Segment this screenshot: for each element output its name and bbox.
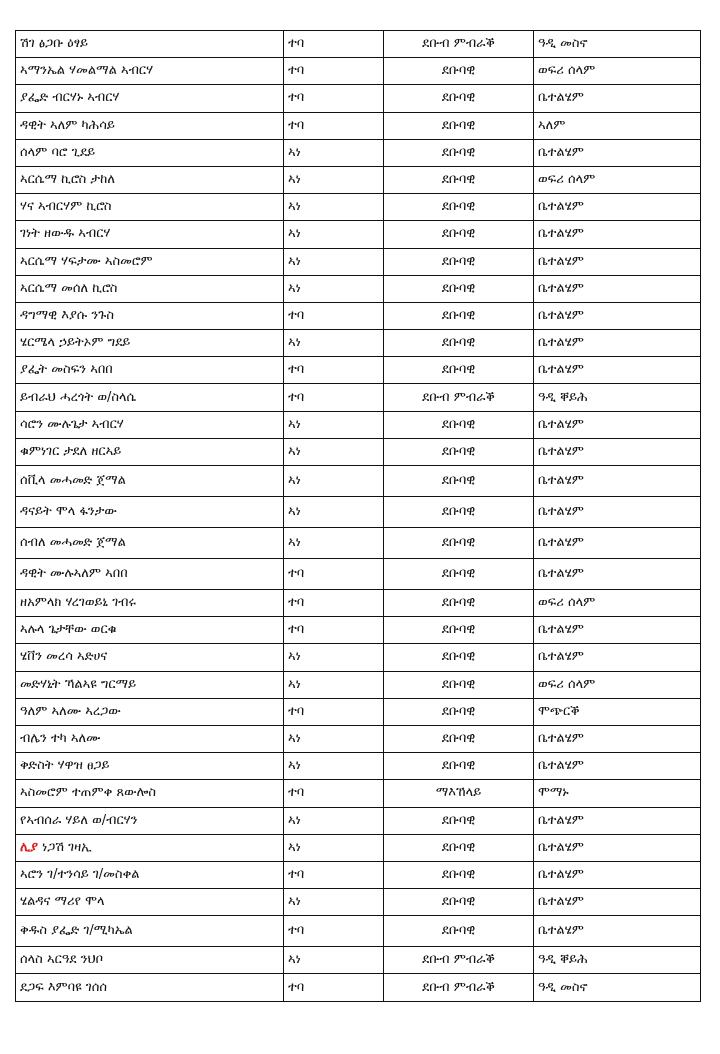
gender-cell: ተባ [284,590,384,617]
woreda-cell: ወፍሪ ሰላም [534,671,701,698]
name-cell [16,248,284,275]
table-row [16,974,701,1001]
gender-cell: ተባ [284,357,384,384]
name-cell [16,834,284,861]
student-list-sheet [15,30,700,1002]
zone-cell: ደቡባዊ [384,275,534,302]
zone-cell: ደቡባዊ [384,438,534,465]
name-text: ነጋሽ ገዛኢ [42,839,92,855]
name-cell [16,559,284,590]
highlighted-name-prefix: ሊያ [20,839,38,855]
name-text: ሄልዳና ማሪየ ሞላ [20,894,105,910]
name-cell [16,889,284,916]
zone-cell: ደቡባዊ [384,617,534,644]
table-row [16,302,701,329]
table-row [16,221,701,248]
woreda-cell: ዓዲ መስኖ [534,974,701,1001]
name-text: ሽገ ፅጋቡ ዕፃይ [20,36,89,52]
table-row [16,753,701,780]
table-row [16,698,701,725]
gender-cell: ኣነ [284,725,384,752]
woreda-cell: ቤተልሄም [534,466,701,497]
gender-cell: ተባ [284,85,384,112]
woreda-cell: ኣለም [534,112,701,139]
woreda-cell: ሞማኑ [534,780,701,807]
zone-cell: ደቡባዊ [384,139,534,166]
name-text: ኣሉላ ጌታቸው ወርቁ [20,622,117,638]
woreda-cell: ዓዲ መስኖ [534,31,701,58]
gender-cell: ኣነ [284,248,384,275]
gender-cell: ኣነ [284,330,384,357]
zone-cell: ደቡባዊ [384,753,534,780]
gender-cell: ኣነ [284,194,384,221]
name-text: ዳግማዊ እያሱ ንጉስ [20,307,114,323]
woreda-cell: ቤተልሄም [534,617,701,644]
woreda-cell: ወፍሪ ሰላም [534,58,701,85]
woreda-cell: ወፍሪ ሰላም [534,590,701,617]
name-text: ይብራህ ሓረጎት ወ/ስላሴ [20,389,137,405]
zone-cell: ደቡባዊ [384,497,534,528]
zone-cell: ደቡባዊ [384,807,534,834]
name-text: ኣርሴማ ሃፍታሙ ኣስመሮም [20,253,153,269]
name-cell [16,497,284,528]
zone-cell: ደቡባዊ [384,221,534,248]
woreda-cell: ሞጭርቕ [534,698,701,725]
zone-cell: ደቡብ ምብራቕ [384,31,534,58]
name-cell [16,590,284,617]
name-cell [16,275,284,302]
name-text: ቅድስት ሃዋዝ ፀጋይ [20,758,110,774]
gender-cell: ኣነ [284,275,384,302]
table-row [16,58,701,85]
name-text: ሰላስ ኣርዓደ ንህቦ [20,952,104,968]
woreda-cell: ቤተልሄም [534,330,701,357]
table-row [16,497,701,528]
woreda-cell: ቤተልሄም [534,889,701,916]
woreda-cell: ቤተልሄም [534,497,701,528]
gender-cell: ተባ [284,112,384,139]
woreda-cell: ቤተልሄም [534,834,701,861]
table-row [16,780,701,807]
gender-cell: ኣነ [284,947,384,974]
name-cell [16,438,284,465]
gender-cell: ተባ [284,698,384,725]
table-row [16,947,701,974]
name-cell [16,112,284,139]
table-row [16,617,701,644]
gender-cell: ኣነ [284,139,384,166]
name-text: ኣርሴማ መሰለ ኪሮስ [20,280,118,296]
table-row [16,590,701,617]
woreda-cell: ቤተልሄም [534,644,701,671]
woreda-cell: ወፍሪ ሰላም [534,166,701,193]
zone-cell: ደቡብ ምብራቕ [384,384,534,411]
name-cell [16,85,284,112]
name-text: ሳሮን ሙሉጌታ ኣብርሃ [20,416,124,432]
name-text: ደጋፍ እምባዩ ገሰሰ [20,979,107,995]
name-text: ኣማንኤል ሃመልማል ኣብርሃ [20,63,154,79]
zone-cell: ደቡባዊ [384,466,534,497]
student-table-body [16,31,701,1002]
table-row [16,357,701,384]
name-text: ዳዊት ኣለም ካሕሳይ [20,117,115,133]
table-row [16,384,701,411]
woreda-cell: ዓዲ ቐይሕ [534,384,701,411]
gender-cell: ኣነ [284,807,384,834]
name-text: የኣብሰራ ሃይለ ወ/ብርሃን [20,812,138,828]
gender-cell: ኣነ [284,221,384,248]
name-text: ቅዱስ ያፌድ ገ/ሚካኤል [20,923,133,939]
woreda-cell: ቤተልሄም [534,275,701,302]
zone-cell: ደቡባዊ [384,166,534,193]
table-row [16,411,701,438]
zone-cell: ደቡባዊ [384,889,534,916]
gender-cell: ኣነ [284,528,384,559]
woreda-cell: ቤተልሄም [534,194,701,221]
woreda-cell: ቤተልሄም [534,528,701,559]
gender-cell: ተባ [284,384,384,411]
woreda-cell: ቤተልሄም [534,559,701,590]
name-cell [16,780,284,807]
table-row [16,85,701,112]
woreda-cell: ቤተልሄም [534,753,701,780]
gender-cell: ኣነ [284,466,384,497]
name-text: ሰብለ መሓመድ ጀማል [20,535,126,550]
table-row [16,139,701,166]
gender-cell: ኣነ [284,644,384,671]
table-row [16,248,701,275]
gender-cell: ተባ [284,861,384,888]
woreda-cell: ቤተልሄም [534,221,701,248]
woreda-cell: ቤተልሄም [534,807,701,834]
table-row [16,112,701,139]
name-cell [16,698,284,725]
gender-cell: ተባ [284,559,384,590]
table-row [16,916,701,947]
name-text: ዘአምላክ ሃረገወይኒ ገብሩ [20,595,136,611]
name-text: ቁምነገር ታደለ ዘርኣይ [20,443,122,459]
name-cell [16,807,284,834]
woreda-cell: ቤተልሄም [534,357,701,384]
zone-cell: ደቡባዊ [384,58,534,85]
name-cell [16,947,284,974]
woreda-cell: ቤተልሄም [534,861,701,888]
woreda-cell: ቤተልሄም [534,139,701,166]
name-cell [16,617,284,644]
name-cell [16,725,284,752]
gender-cell: ኣነ [284,438,384,465]
gender-cell: ተባ [284,617,384,644]
name-cell [16,302,284,329]
name-text: ኣስመሮም ተጠምቀ ጸውሎስ [20,785,156,801]
zone-cell: ደቡባዊ [384,112,534,139]
table-row [16,644,701,671]
zone-cell: ደቡባዊ [384,698,534,725]
zone-cell: ደቡባዊ [384,916,534,947]
gender-cell: ኣነ [284,671,384,698]
table-row [16,889,701,916]
zone-cell: ደቡብ ምብራቕ [384,947,534,974]
gender-cell: ተባ [284,31,384,58]
gender-cell: ኣነ [284,411,384,438]
name-cell [16,357,284,384]
gender-cell: ኣነ [284,753,384,780]
zone-cell: ደቡባዊ [384,725,534,752]
gender-cell: ተባ [284,974,384,1001]
name-text: ሄቨን መረሳ ኣድሀና [20,649,108,665]
name-cell [16,644,284,671]
name-text: ሰላም ባሮ ጊደይ [20,144,96,160]
name-text: መድሃኒት ኻልኣዩ ግርማይ [20,676,137,692]
name-cell [16,916,284,947]
name-text: ያፌት መስፍን ኣበበ [20,362,113,378]
table-row [16,559,701,590]
table-row [16,834,701,861]
zone-cell: ደቡባዊ [384,330,534,357]
woreda-cell: ቤተልሄም [534,725,701,752]
name-cell [16,974,284,1001]
table-row [16,807,701,834]
name-cell [16,194,284,221]
table-row [16,31,701,58]
zone-cell: ደቡብ ምብራቕ [384,974,534,1001]
name-text: ሄርሜላ ኃይትኦም ግደይ [20,335,131,351]
woreda-cell: ቤተልሄም [534,438,701,465]
name-text: ሃና ኣብርሃም ኪሮስ [20,199,112,215]
gender-cell: ኣነ [284,166,384,193]
name-cell [16,330,284,357]
zone-cell: ማእኸላይ [384,780,534,807]
zone-cell: ደቡባዊ [384,528,534,559]
zone-cell: ደቡባዊ [384,302,534,329]
zone-cell: ደቡባዊ [384,85,534,112]
woreda-cell: ቤተልሄም [534,248,701,275]
gender-cell: ተባ [284,780,384,807]
name-text: ብሌን ተካ ኣለሙ [20,731,101,747]
name-cell [16,221,284,248]
woreda-cell: ቤተልሄም [534,916,701,947]
name-cell [16,31,284,58]
name-text: ኣሮን ገ/ተንሳይ ገ/መስቀል [20,866,140,882]
table-row [16,330,701,357]
name-cell [16,861,284,888]
gender-cell: ኣነ [284,889,384,916]
table-row [16,275,701,302]
table-row [16,194,701,221]
name-cell [16,58,284,85]
zone-cell: ደቡባዊ [384,559,534,590]
zone-cell: ደቡባዊ [384,194,534,221]
name-cell [16,411,284,438]
zone-cell: ደቡባዊ [384,671,534,698]
table-row [16,466,701,497]
zone-cell: ደቡባዊ [384,861,534,888]
name-text: ዳናይት ሞላ ፋንታው [20,504,117,519]
gender-cell: ተባ [284,302,384,329]
name-text: ዓለም ኣለሙ ኣረጋው [20,703,121,719]
name-cell [16,166,284,193]
name-text: ያፌድ ብርሃኑ ኣብርሃ [20,90,120,106]
name-text: ኣርሴማ ኪሮስ ታከለ [20,172,115,188]
name-cell [16,384,284,411]
gender-cell: ተባ [284,58,384,85]
table-row [16,671,701,698]
woreda-cell: ቤተልሄም [534,85,701,112]
zone-cell: ደቡባዊ [384,411,534,438]
name-cell [16,139,284,166]
woreda-cell: ቤተልሄም [534,302,701,329]
zone-cell: ደቡባዊ [384,834,534,861]
woreda-cell: ዓዲ ቐይሕ [534,947,701,974]
woreda-cell: ቤተልሄም [534,411,701,438]
table-row [16,725,701,752]
name-text: ገነት ዘውዱ ኣብርሃ [20,226,111,242]
name-cell [16,671,284,698]
gender-cell: ተባ [284,916,384,947]
name-cell [16,753,284,780]
table-row [16,861,701,888]
table-row [16,528,701,559]
name-text: ሰቪላ መሓመድ ጀማል [20,473,126,488]
name-cell [16,466,284,497]
name-text: ዳዊት ሙሉኣለም ኣበበ [20,566,128,581]
gender-cell: ኣነ [284,497,384,528]
table-row [16,166,701,193]
table-row [16,438,701,465]
zone-cell: ደቡባዊ [384,357,534,384]
student-table [15,30,701,1002]
name-cell [16,528,284,559]
zone-cell: ደቡባዊ [384,248,534,275]
gender-cell: ኣነ [284,834,384,861]
zone-cell: ደቡባዊ [384,644,534,671]
zone-cell: ደቡባዊ [384,590,534,617]
